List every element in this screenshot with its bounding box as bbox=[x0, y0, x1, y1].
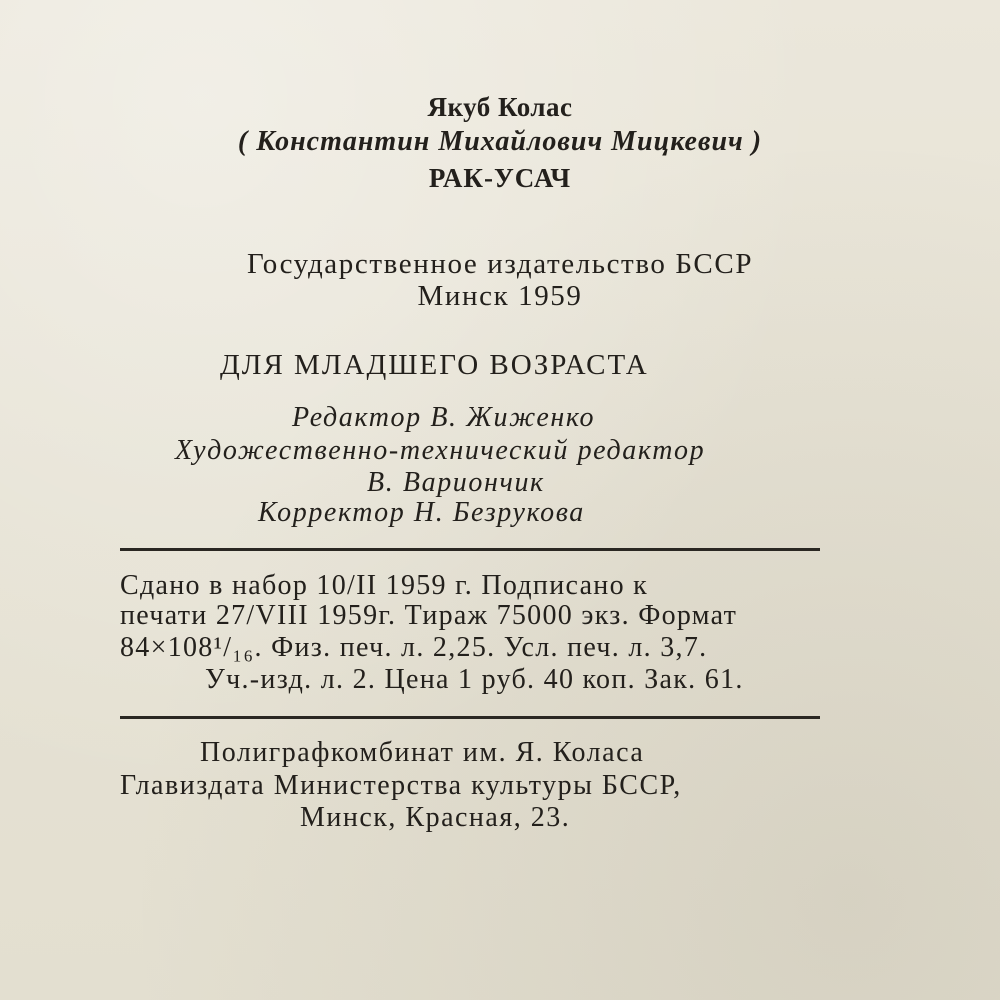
printer-line: Главиздата Министерства культуры БССР, bbox=[120, 770, 682, 801]
author-full-name: ( Константин Михайлович Мицкевич ) bbox=[237, 126, 763, 157]
imprint-line: 84×108¹/₁₆. Физ. печ. л. 2,25. Усл. печ. л. 3,7. bbox=[120, 632, 708, 663]
publisher-name: Государственное издательство БССР bbox=[246, 248, 754, 280]
printer-line: Полиграфкомбинат им. Я. Коласа bbox=[200, 737, 645, 768]
credit-proofreader: Корректор Н. Безрукова bbox=[258, 497, 585, 528]
credit-art-tech-editor-title: Художественно-технический редактор bbox=[175, 435, 706, 466]
book-title: РАК-УСАЧ bbox=[428, 163, 572, 193]
credit-art-tech-editor-name: В. Вариончик bbox=[367, 467, 545, 498]
divider-bottom bbox=[120, 716, 820, 719]
author-name: Якуб Колас bbox=[427, 92, 573, 122]
imprint-line: Уч.-изд. л. 2. Цена 1 руб. 40 коп. Зак. 61. bbox=[205, 664, 744, 695]
imprint-line: печати 27/VIII 1959г. Тираж 75000 экз. Формат bbox=[120, 600, 738, 631]
printer-line: Минск, Красная, 23. bbox=[300, 802, 571, 833]
imprint-line: Сдано в набор 10/II 1959 г. Подписано к bbox=[120, 570, 649, 601]
credit-editor: Редактор В. Жиженко bbox=[292, 402, 596, 433]
audience-label: ДЛЯ МЛАДШЕГО ВОЗРАСТА bbox=[220, 349, 649, 381]
publisher-city-year: Минск 1959 bbox=[417, 280, 583, 312]
divider-top bbox=[120, 548, 820, 551]
